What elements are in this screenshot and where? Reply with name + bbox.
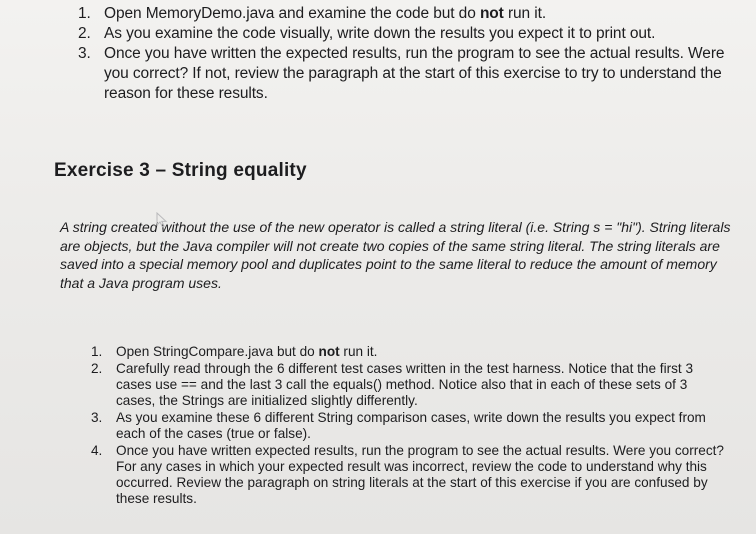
list-item-text: Open StringCompare.java but do — [116, 344, 319, 359]
list-item-text: Once you have written expected results, run the program to see the actual results. Were you correct? For any cases in which your expected result was incorrect, review the code to understand why this occurred. Review the paragraph on string literals at the start of this exercise if you are confused by these results. — [116, 442, 724, 507]
list-item — [91, 344, 726, 360]
list-item-text: As you examine these 6 different String comparison cases, write down the results you expect from each of the cases (true or false). — [116, 409, 706, 442]
list-item-number: 3. — [91, 409, 103, 425]
list-item-text: Carefully read through the 6 different test cases written in the test harness. Notice that the first 3 cases use == and the last 3 call the equals() method. Notice also that in each of these sets of 3 cases, the Strings are initialized slightly differently. — [116, 360, 694, 409]
list-item — [91, 409, 726, 442]
list-item — [78, 4, 744, 24]
list-item — [78, 24, 744, 44]
list-item-text: As you examine the code visually, write down the results you expect it to print out. — [104, 25, 656, 42]
list-item-text: run it. — [503, 5, 547, 22]
list-item-number: 4. — [91, 442, 103, 458]
list-item-text: run it. — [339, 344, 378, 359]
instructions-list-string-compare — [91, 344, 726, 508]
list-item-number: 1. — [91, 344, 103, 359]
list-item — [91, 442, 726, 508]
exercise-description: A string created without the use of the new operator is called a string literal (i.e. String s = "hi"). String literals are objects, but the Java compiler will not create two copies of the same string literal. The string literals are saved into a special memory pool and duplicates point to the same literal to reduce the amount of memory that a Java program uses. — [60, 219, 731, 291]
list-item-number: 3. — [78, 45, 91, 62]
list-item-number: 1. — [78, 5, 91, 22]
emphasis-text: not — [479, 5, 504, 22]
list-item — [78, 44, 744, 104]
instructions-list-memory-demo — [78, 4, 744, 104]
exercise-heading: Exercise 3 – String equality — [54, 160, 307, 181]
list-item — [91, 360, 726, 410]
list-item-text: Open MemoryDemo.java and examine the code but do — [104, 5, 480, 22]
mouse-cursor-icon — [156, 212, 168, 228]
list-item-text: Once you have written the expected results, run the program to see the actual results. Were you correct? If not, review the paragraph at the start of this exercise to try to understand the reason for these results. — [104, 45, 725, 102]
list-item-number: 2. — [91, 360, 103, 376]
list-item-number: 2. — [78, 25, 91, 42]
emphasis-text: not — [318, 344, 340, 359]
